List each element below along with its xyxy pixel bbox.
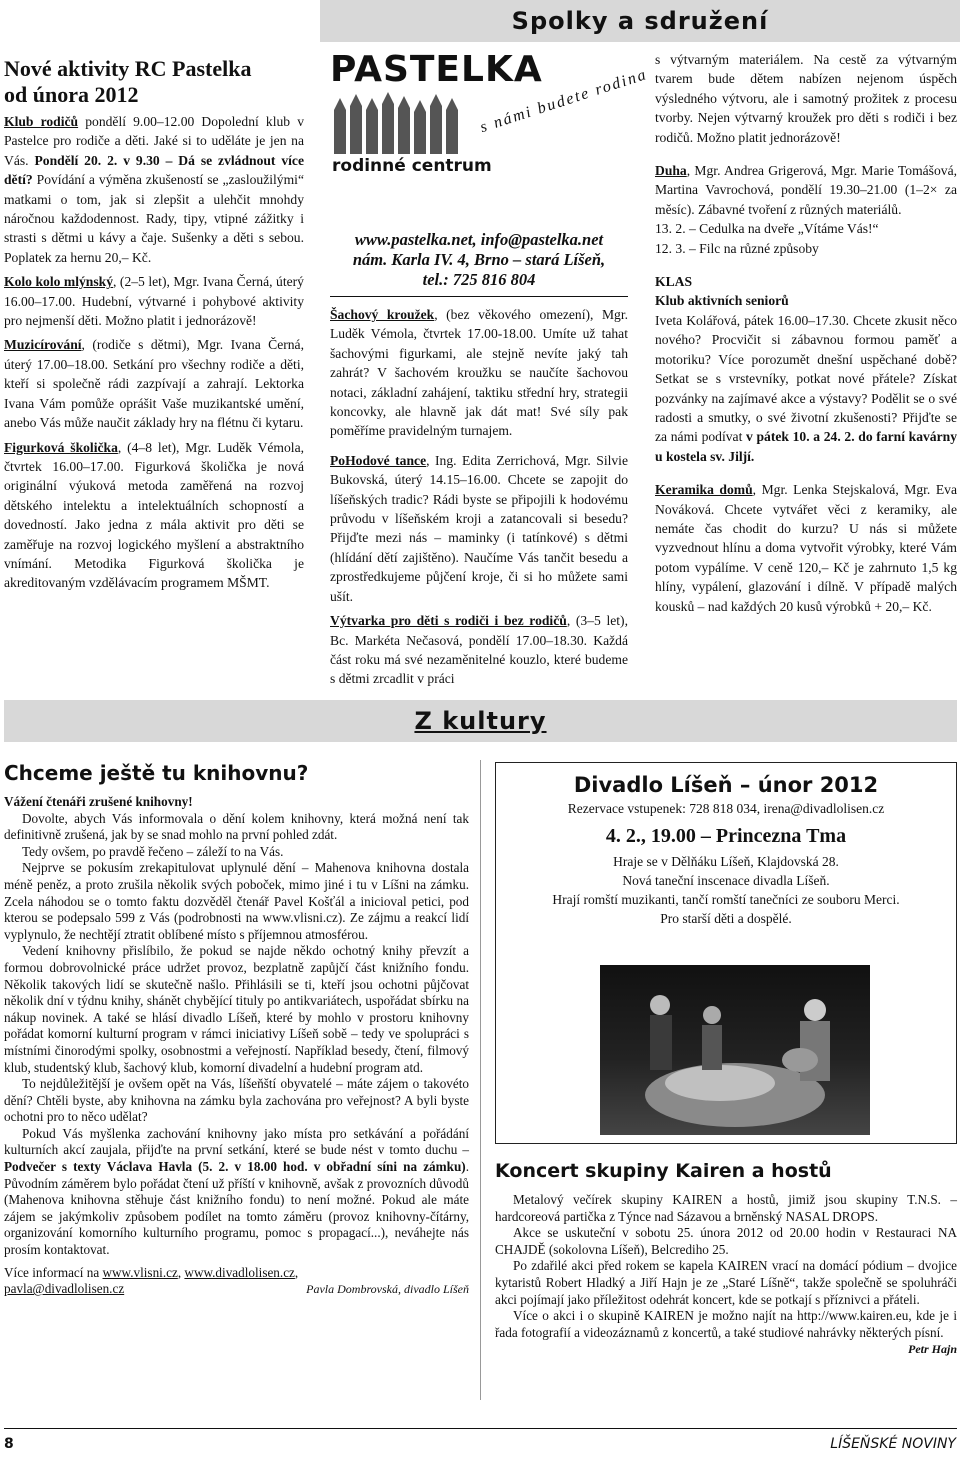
theatre-title: Divadlo Líšeň – únor 2012: [573, 773, 879, 797]
footer-rule: [4, 1428, 957, 1429]
paragraph: Výtvarka pro děti s rodiči i bez rodičů, (3–5 let), Bc. Markéta Nečasová, pondělí 17.00–18.30. Každá část roku má své nezaměnitelné kouzlo, které budeme s dětmi zrcadlit v práci: [330, 613, 628, 687]
pastelka-logo: PASTELKA rodinné centrum s námi budete rodina: [330, 49, 650, 176]
link-email[interactable]: pavla@divadlolisen.cz: [4, 1281, 125, 1297]
link-vlisni[interactable]: www.vlisni.cz: [102, 1264, 178, 1280]
concert-title: Koncert skupiny Kairen a hostů: [495, 1160, 832, 1182]
section-title: Spolky a sdružení: [511, 7, 769, 35]
paragraph: Duha, Mgr. Andrea Grigerová, Mgr. Marie Tomášová, Martina Vavrochová, pondělí 19.30–21.00 (1–2× za měsíc). Zábavné tvoření z různých materiálů.: [655, 163, 957, 217]
paragraph: s výtvarným materiálem. Na cestě za výtvarným tvarem bude dětem nabízen nejenom úspěch výsledného výtvoru, ale i samotný prožitek z procesu tvorby. Nejen výtvarný kroužek pro děti s rodiči i bez rodičů. Možno platit jednorázově!: [655, 52, 957, 145]
contact-block: www.pastelka.net, info@pastelka.net nám. Karla IV. 4, Brno – stará Líšeň, tel.: 725 816 804: [352, 230, 606, 289]
paragraph: Klub rodičů pondělí 9.00–12.00 Dopolední klub v Pastelce pro rodiče a děti. Jaké si to uděláte je jen na Vás. Pondělí 20. 2. v 9.30 – Dá se zvládnout více dětí? Povídání a výměna zkušeností se „zasloužilými“ matkami o tom, jak si zlepšit a ulehčit mnohdy náročnou každodennost. Rady, tipy, vtipné zážitky i strasti s dětmi u kávy a čaje. Sušenky a děti s sebou. Poplatek za hernu 20,– Kč.: [4, 114, 305, 265]
newspaper-name: LÍŠEŇSKÉ NOVINY: [830, 1436, 956, 1452]
article-title: Nové aktivity RC Pastelka od února 2012: [4, 56, 252, 107]
culture-section-title: Z kultury: [414, 707, 547, 735]
author: Petr Hajn: [907, 1342, 957, 1357]
pencils-icon: [330, 92, 460, 154]
column-2: [330, 49, 650, 694]
page-number: 8: [4, 1436, 14, 1452]
link-divadlolisen[interactable]: www.divadlolisen.cz: [184, 1264, 295, 1280]
paragraph: Kolo kolo mlýnský, (2–5 let), Mgr. Ivana Černá, úterý 16.00–17.00. Hudební, výtvarné i pohybové aktivity pro nejmenší děti. Možno platit i jednorázově!: [4, 274, 304, 329]
divider: [330, 296, 628, 297]
dancers-image: [600, 965, 870, 1135]
column-3: s výtvarným materiálem. Na cestě za výtvarným tvarem bude dětem nabízen nejenom úspěch výsledného výtvoru, ale i samotný prožitek z procesu tvorby. Nejen výtvarný kroužek pro děti s rodiči i bez rodičů. Možno platit jednorázově! Duha, Mgr. Andrea Grigerová, Mgr. Marie Tomášová, Martina Vavrochová, pondělí 19.30–21.00 (1–2× za měsíc). Zábavné tvoření z různých materiálů. 13. 2. – Cedulka na dveře „Vítáme Vás!“ 12. 3. – Filc na různé způsoby KLAS Klub aktivních seniorů Iveta Kolářová, pátek 16.00–17.30. Chcete zkusit něco nového? Procvičit si zábavnou formou paměť a motoriku? Více porozumět dnešní uspěchané době? Setkat se s vrstevníky, potkat nové přátele? Získat pozvánky na zajímavé akce a výstavy? Podělit se o své radosti a smutky, o své životní zkušenosti? Přijďte se za námi podívat v pátek 10. a 24. 2. do farní kavárny u kostela sv. Jiljí. Keramika domů, Mgr. Lenka Stejskalová, Mgr. Eva Nováková. Chcete vytvářet věci z keramiky, ale nemáte čas chodit do kurzu? U nás si můžete vyzvednout hlínu a doma vytvořit výrobky, které Vám potom vypálíme. V ceně 120,– Kč je zahrnuto 1,5 kg hlíny, vypálení, glazování i dílně. V případě malých kousků – nad každých 20 kusů výrobků + 20,– Kč.: [655, 50, 957, 621]
klas-title: KLAS: [655, 274, 693, 290]
paragraph: Muzicírování, (rodiče s dětmi), Mgr. Ivana Černá, úterý 17.00–18.00. Setkání pro všechny rodiče a děti, kteří si společně rádi zazpívají a zahrají. Lektorka Ivana Vám pomůže oprášit Vaše muzikantské umění, anebo Vás může naučit základy hry na flétnu či kytaru.: [4, 337, 304, 431]
theatre-box: Divadlo Líšeň – únor 2012 Rezervace vstupenek: 728 818 034, irena@divadlolisen.cz 4. 2., 19.00 – Princezna Tma Hraje se v Dělňáku Líšeň, Klajdovská 28. Nová taneční inscenace divadla Líšeň. Hrají romští muzikanti, tančí romští tanečníci ze souboru Merci. Pro starší děti a dospělé.: [495, 762, 957, 1144]
paragraph: Iveta Kolářová, pátek 16.00–17.30. Chcete zkusit něco nového? Procvičit si zábavnou formou paměť a motoriku? Více porozumět dnešní uspěchané době? Setkat se s vrstevníky, potkat nové přátele? Získat pozvánky na zajímavé akce a výstavy? Podělit se o své radosti a smutky, o své životní zkušenosti? Přijďte se za námi podívat v pátek 10. a 24. 2. do farní kavárny u kostela sv. Jiljí.: [655, 312, 957, 464]
klas-subtitle: Klub aktivních seniorů: [655, 293, 789, 309]
theatre-photo: [600, 965, 870, 1135]
column-1: [4, 56, 304, 598]
column-divider: [480, 760, 481, 1400]
concert-article: Koncert skupiny Kairen a hostů Metalový večírek skupiny KAIREN a hostů, jimiž jsou skupiny T.N.S. – hardcoreová partička z Týnce nad Sázavou a brněnský NASAL DROPS. Akce se uskuteční v sobotu 25. února 2012 od 20.00 hodin v Restauraci NA CHAJDĚ (sokolovna Líšeň), Belcrediho 25. Po zdařilé akci před rokem se kapela KAIREN vrací na domácí pódium – dvojice kytaristů Robert Hladký a Jiří Hajn je ze „Staré Líšně“, takže společně se spoluhráči akci pojímají jako příležitost odehrát koncert, kde se potkají s příznivci a přáteli. Více o akci i o skupině KAIREN je možno najít na http://www.kairen.eu, kde je i řada fotografií a videozáznamů z koncertů, a také studiové nahrávky některých písní. Petr Hajn: [495, 1160, 957, 1357]
library-article: Chceme ještě tu knihovnu? Vážení čtenáři zrušené knihovny! Dovolte, abych Vás informovala o dění kolem knihovny, která možná není tak definitivně zrušená, jak by se snad mohlo na první pohled zdát. Tedy ovšem, po pravdě řečeno – záleží to na Vás. Nejprve se pokusím zrekapitulovat uplynulé dění – Mahenova knihovna dostala méně peněz, a proto zrušila několik svých poboček, mimo jiné i tu v Líšni na zámku. Zcela náhodou se o tomto faktu dozvěděl čtenář Pavel Košťál a inicioval petici, pod kterou se podepsalo 599 z Vás (podrobnosti na www.vlisni.cz). Ze zájmu a reakcí lidí vyplynulo, že nechtějí ztratit oblíbené místo s příjemnou atmosférou. Vedení knihovny přislíbilo, že pokud se najde někdo ochotný knihy převzít a formou dobrovolnické práce udržet provoz, bezplatně zapůjčí část knižního fondu. Několik takových lidí se skutečně našlo. Přihlásili se ti, kteří jsou ochotni půjčovat několik dní v týdnu knihy, shánět chybějící tituly po antikvariátech, uspořádat sbírku na nákup novinek. A také se hlásí divadlo Líšeň, které by mohlo v prostoru knihovny pořádat komorní kulturní program v rámci iniciativy Líšeň sobě – tedy ve spolupráci s místními činorodými spolky, osobnostmi a veřejností. Například besedy, čtení, filmový klub, studentský klub, šachový klub, komorní divadelní a hudební program atd. To nejdůležitější je ovšem opět na Vás, líšeňští obyvatelé – máte zájem o takovéto dění? Chtěli byste, aby knihovna na zámku byla zachována pro veřejnost? A byli byste ochotni pro to něco udělat? Pokud Vás myšlenka zachování knihovny jako místa pro setkávání a pořádání kulturních akcí zaujala, přijďte na první setkání, které se bude nést v tomto duchu – Podvečer s texty Václava Havla (5. 2. v 18.00 hod. v obřadní síni na zámku). Původním záměrem bylo pořádat čtení už příští v knihovně, avšak z provozních důvodů (Mahenova knihovna stěhuje část knižního fondu) to není možné. Pokud ale máte zájem se jakýmkoliv způsobem podílet na tomto záměru (provoz knihovny-čítárny, organizování komorního kulturního programu, pomoc s propagací...), neváhejte nás prosím kontaktovat. Více informací na www.vlisni.cz, www.divadlolisen.cz, pavla@divadlolisen.cz Pavla Dombrovská, divadlo Líšeň: [4, 761, 469, 1297]
paragraph: Keramika domů, Mgr. Lenka Stejskalová, Mgr. Eva Nováková. Chcete vytvářet věci z keramiky, ale nemáte čas chodit do kurzu? U nás si můžete vyzvednout hlínu a doma vytvořit výrobky, které Vám potom vypálíme. V ceně 120,– Kč je zahrnuto 1,5 kg hlíny, vypálení, glazování i dílně. V případě malých kousků – nad každých 20 kusů výrobků + 20,– Kč.: [655, 482, 957, 614]
paragraph: Figurková školička, (4–8 let), Mgr. Luděk Vémola, čtvrtek 16.00–17.00. Figurková školička je nová originální výuková metoda zaměřená na rozvoj dětského intelektu a intelektuálních schopností a dovedností. Jako jedna z mála aktivit pro děti se zaměřuje na rozvoj logického myšlení a abstraktního vnímání. Metodika Figurková školička je akreditovaným vzdělávacím programem MŠMT.: [4, 439, 304, 591]
paragraph: PoHodové tance, Ing. Edita Zerrichová, Mgr. Silvie Bukovská, úterý 14.15–16.00. Chcete se zapojit do líšeňských tradic? Rádi byste se připojili k hodovému průvodu v líšeňském kroji a zatancovali si besedu? Přijďte mezi nás – maminky (i tatínkové) s dětmi (hlídání dětí zajištěno). Naučíme Vás tančit besedu a zprostředkujeme půjčení kroje, či si ho můžete sami ušít.: [330, 452, 628, 604]
article-title: Chceme ještě tu knihovnu?: [4, 761, 309, 785]
author: Pavla Dombrovská, divadlo Líšeň: [306, 1282, 469, 1297]
paragraph: Šachový kroužek, (bez věkového omezení), Mgr. Luděk Vémola, čtvrtek 17.00-18.00. Umíte už tahat šachovými figurkami, ale stejně nevíte jaký tah zahrát? V šachovém kroužku se naučíte šachovou notaci, základní zahájení, taktiku střední hry, strategii koncovky, ale hlavně jak dát mat! Své síly pak poměříme pravidelným turnajem.: [330, 307, 629, 439]
